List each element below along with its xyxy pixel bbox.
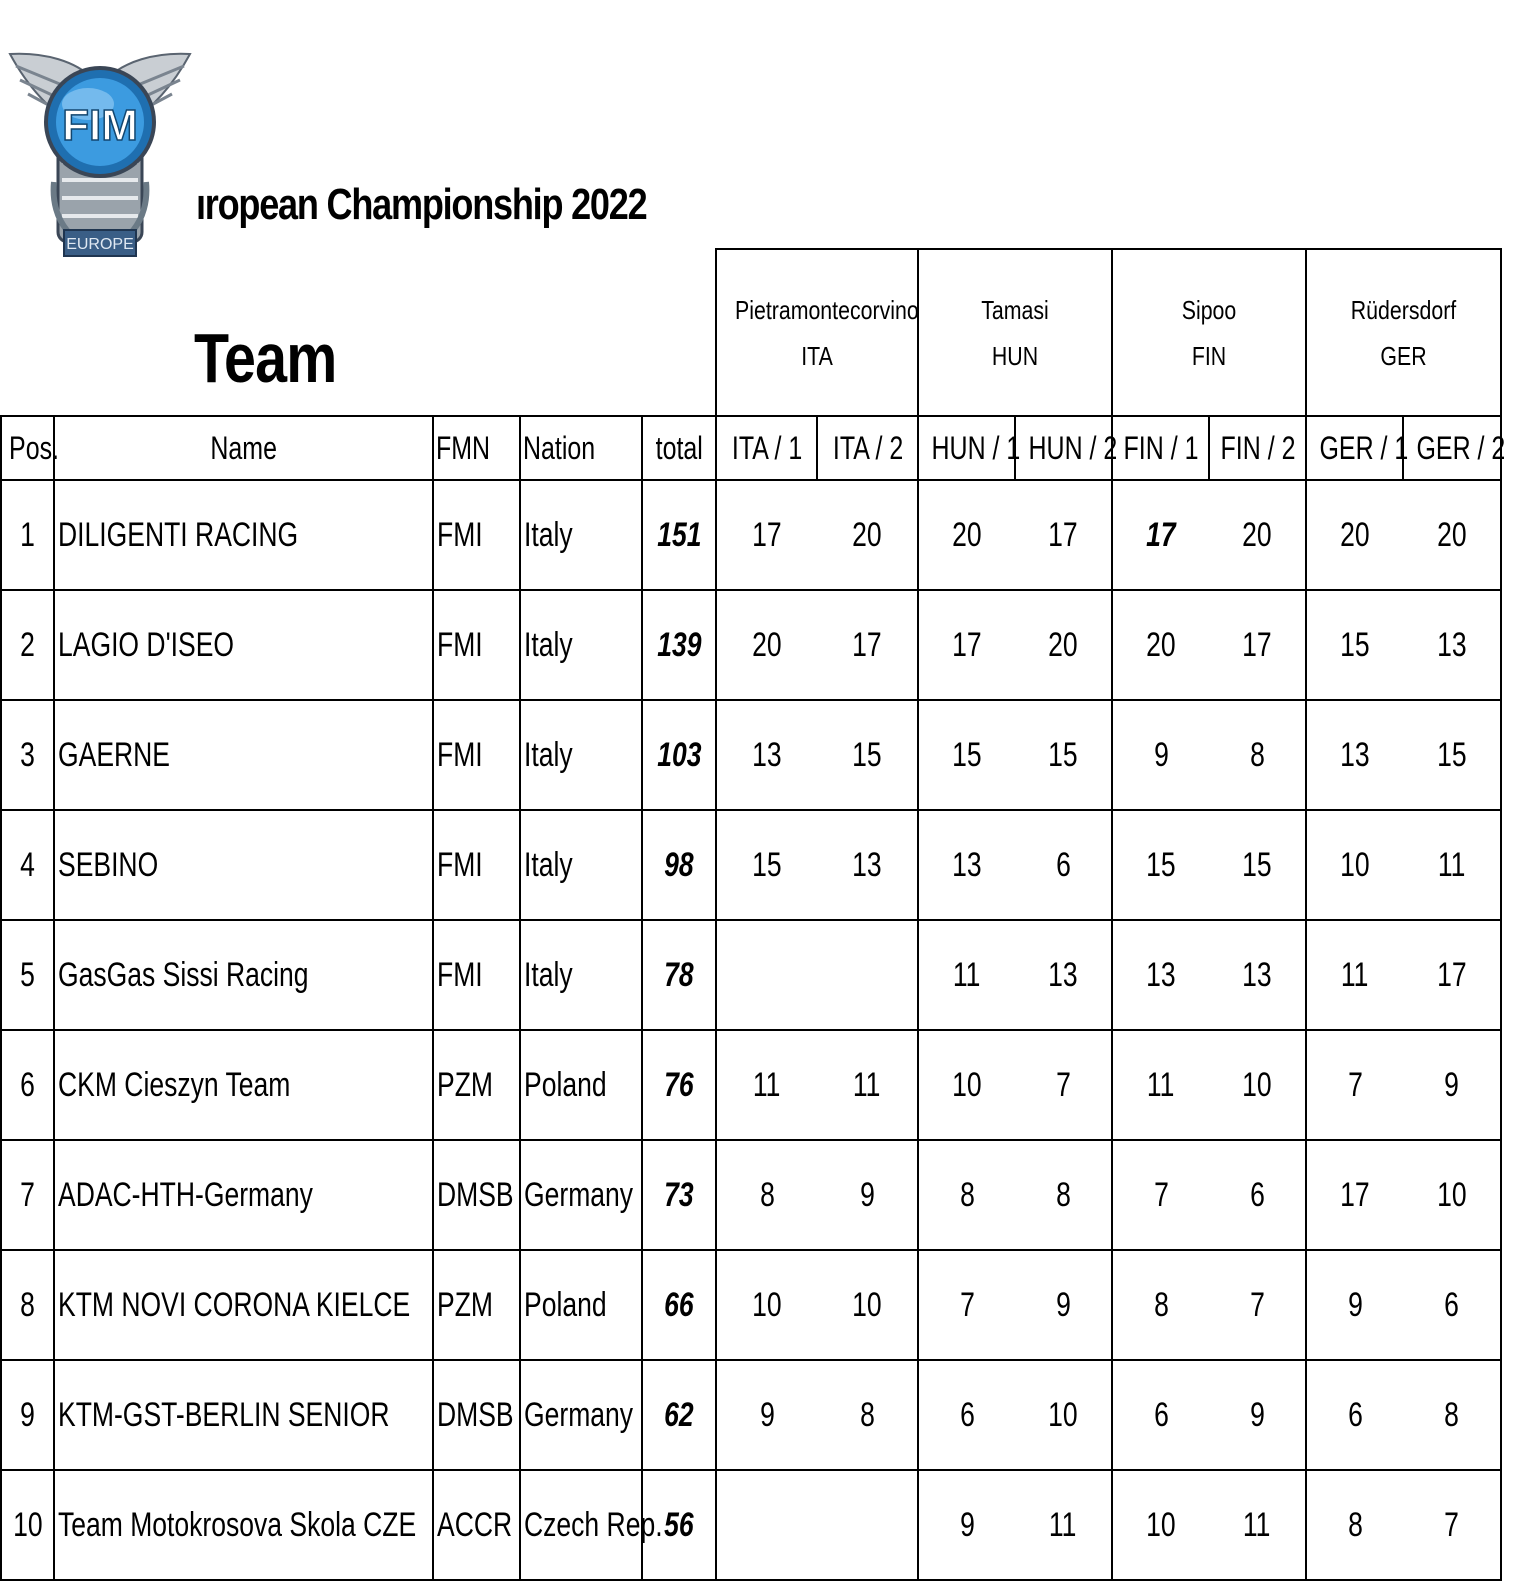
fmn-cell: PZM: [433, 1250, 520, 1360]
race-points-cell: [716, 920, 817, 1030]
team-name-cell: LAGIO D'ISEO: [54, 590, 433, 700]
col-header-race: FIN / 1: [1112, 416, 1209, 480]
race-points-cell: 11: [1209, 1470, 1306, 1580]
section-title: Team: [194, 319, 337, 397]
race-points-cell: 9: [1209, 1360, 1306, 1470]
nation-cell: Poland: [520, 1250, 642, 1360]
table-row: [1, 590, 1501, 700]
team-name-cell: Team Motokrosova Skola CZE: [54, 1470, 433, 1580]
fmn-cell: ACCR: [433, 1470, 520, 1580]
nation-cell: Italy: [520, 810, 642, 920]
col-header-race: HUN / 1: [918, 416, 1015, 480]
race-points-cell: 15: [716, 810, 817, 920]
race-points-cell: [817, 1470, 918, 1580]
fmn-cell: FMI: [433, 590, 520, 700]
race-points-cell: 20: [716, 590, 817, 700]
race-points-cell: 10: [1015, 1360, 1112, 1470]
race-points-cell: 8: [817, 1360, 918, 1470]
race-points-cell: [817, 920, 918, 1030]
race-points-cell: 17: [1209, 590, 1306, 700]
venue-hun: Tamasi HUN: [918, 249, 1112, 416]
col-header-race: ITA / 1: [716, 416, 817, 480]
col-header-race: HUN / 2: [1015, 416, 1112, 480]
venue-fin: Sipoo FIN: [1112, 249, 1306, 416]
race-points-cell: 8: [1209, 700, 1306, 810]
venue-ger: Rüdersdorf GER: [1306, 249, 1501, 416]
race-points-cell: 20: [1112, 590, 1209, 700]
race-points-cell: 10: [1112, 1470, 1209, 1580]
fmn-cell: FMI: [433, 700, 520, 810]
race-points-cell: 15: [1112, 810, 1209, 920]
pos-cell: 5: [1, 920, 54, 1030]
race-points-cell: 13: [918, 810, 1015, 920]
pos-cell: 9: [1, 1360, 54, 1470]
race-points-cell: 9: [1015, 1250, 1112, 1360]
race-points-cell: 13: [1015, 920, 1112, 1030]
team-name-cell: KTM-GST-BERLIN SENIOR: [54, 1360, 433, 1470]
col-header-race: FIN / 2: [1209, 416, 1306, 480]
nation-cell: Italy: [520, 920, 642, 1030]
col-header-total: total: [642, 416, 716, 480]
race-points-cell: 20: [918, 480, 1015, 590]
svg-text:EUROPE: EUROPE: [66, 236, 134, 253]
race-points-cell: 7: [1403, 1470, 1501, 1580]
race-points-cell: 8: [918, 1140, 1015, 1250]
race-points-cell: 10: [1209, 1030, 1306, 1140]
col-header-name: Name: [54, 416, 433, 480]
table-row: [1, 1250, 1501, 1360]
race-points-cell: 15: [1015, 700, 1112, 810]
nation-cell: Italy: [520, 480, 642, 590]
race-points-cell: 8: [1112, 1250, 1209, 1360]
race-points-cell: 15: [817, 700, 918, 810]
fmn-cell: DMSB: [433, 1360, 520, 1470]
total-cell: 62: [642, 1360, 716, 1470]
table-row: [1, 810, 1501, 920]
fmn-cell: PZM: [433, 1030, 520, 1140]
race-points-cell: 8: [1306, 1470, 1403, 1580]
race-points-cell: 15: [1403, 700, 1501, 810]
standings-table: [0, 248, 1506, 1581]
nation-cell: Italy: [520, 700, 642, 810]
race-points-cell: 11: [1015, 1470, 1112, 1580]
table-row: [1, 920, 1501, 1030]
total-cell: 56: [642, 1470, 716, 1580]
team-name-cell: SEBINO: [54, 810, 433, 920]
table-row: [1, 1140, 1501, 1250]
race-points-cell: 6: [1112, 1360, 1209, 1470]
col-header-pos: Pos.: [1, 416, 54, 480]
race-points-cell: 13: [1403, 590, 1501, 700]
race-points-cell: 17: [1112, 480, 1209, 590]
race-points-cell: 20: [817, 480, 918, 590]
race-points-cell: 15: [1209, 810, 1306, 920]
pos-cell: 2: [1, 590, 54, 700]
nation-cell: Germany: [520, 1360, 642, 1470]
col-header-race: ITA / 2: [817, 416, 918, 480]
pos-cell: 10: [1, 1470, 54, 1580]
pos-cell: 3: [1, 700, 54, 810]
race-points-cell: 13: [716, 700, 817, 810]
team-name-cell: ADAC-HTH-Germany: [54, 1140, 433, 1250]
total-cell: 76: [642, 1030, 716, 1140]
table-row: [1, 480, 1501, 590]
race-points-cell: 7: [1209, 1250, 1306, 1360]
race-points-cell: 17: [918, 590, 1015, 700]
race-points-cell: 9: [1306, 1250, 1403, 1360]
race-points-cell: 7: [1112, 1140, 1209, 1250]
pos-cell: 6: [1, 1030, 54, 1140]
race-points-cell: 11: [1112, 1030, 1209, 1140]
table-row: [1, 1030, 1501, 1140]
race-points-cell: 8: [1015, 1140, 1112, 1250]
table-row: [1, 1470, 1501, 1580]
column-header-row: [1, 416, 1501, 480]
total-cell: 78: [642, 920, 716, 1030]
page-title: ıropean Championship 2022: [196, 180, 647, 229]
nation-cell: Germany: [520, 1140, 642, 1250]
race-points-cell: 13: [1306, 700, 1403, 810]
race-points-cell: 10: [1403, 1140, 1501, 1250]
race-points-cell: 11: [1403, 810, 1501, 920]
race-points-cell: 6: [1306, 1360, 1403, 1470]
total-cell: 66: [642, 1250, 716, 1360]
race-points-cell: 15: [918, 700, 1015, 810]
fim-europe-logo: [6, 22, 194, 272]
svg-text:FIM: FIM: [62, 101, 138, 150]
race-points-cell: 11: [1306, 920, 1403, 1030]
race-points-cell: [716, 1470, 817, 1580]
race-points-cell: 9: [918, 1470, 1015, 1580]
pos-cell: 1: [1, 480, 54, 590]
race-points-cell: 9: [1403, 1030, 1501, 1140]
team-name-cell: CKM Cieszyn Team: [54, 1030, 433, 1140]
race-points-cell: 9: [817, 1140, 918, 1250]
race-points-cell: 20: [1306, 480, 1403, 590]
race-points-cell: 8: [716, 1140, 817, 1250]
race-points-cell: 9: [1112, 700, 1209, 810]
venue-header-row: [1, 249, 1501, 416]
team-name-cell: GasGas Sissi Racing: [54, 920, 433, 1030]
race-points-cell: 11: [918, 920, 1015, 1030]
nation-cell: Poland: [520, 1030, 642, 1140]
race-points-cell: 6: [1209, 1140, 1306, 1250]
fmn-cell: FMI: [433, 480, 520, 590]
race-points-cell: 17: [1403, 920, 1501, 1030]
race-points-cell: 15: [1306, 590, 1403, 700]
race-points-cell: 7: [1306, 1030, 1403, 1140]
total-cell: 151: [642, 480, 716, 590]
race-points-cell: 13: [1209, 920, 1306, 1030]
pos-cell: 4: [1, 810, 54, 920]
total-cell: 98: [642, 810, 716, 920]
race-points-cell: 10: [1306, 810, 1403, 920]
total-cell: 73: [642, 1140, 716, 1250]
total-cell: 103: [642, 700, 716, 810]
fmn-cell: DMSB: [433, 1140, 520, 1250]
race-points-cell: 6: [918, 1360, 1015, 1470]
race-points-cell: 20: [1403, 480, 1501, 590]
race-points-cell: 6: [1403, 1250, 1501, 1360]
pos-cell: 8: [1, 1250, 54, 1360]
race-points-cell: 10: [918, 1030, 1015, 1140]
col-header-race: GER / 2: [1403, 416, 1501, 480]
race-points-cell: 7: [918, 1250, 1015, 1360]
race-points-cell: 17: [1015, 480, 1112, 590]
race-points-cell: 17: [716, 480, 817, 590]
fmn-cell: FMI: [433, 920, 520, 1030]
venue-ita: Pietramontecorvino ITA: [716, 249, 918, 416]
table-row: [1, 700, 1501, 810]
race-points-cell: 11: [716, 1030, 817, 1140]
race-points-cell: 17: [817, 590, 918, 700]
race-points-cell: 20: [1015, 590, 1112, 700]
race-points-cell: 13: [1112, 920, 1209, 1030]
race-points-cell: 7: [1015, 1030, 1112, 1140]
race-points-cell: 6: [1015, 810, 1112, 920]
race-points-cell: 10: [716, 1250, 817, 1360]
nation-cell: Italy: [520, 590, 642, 700]
race-points-cell: 11: [817, 1030, 918, 1140]
col-header-race: GER / 1: [1306, 416, 1403, 480]
race-points-cell: 17: [1306, 1140, 1403, 1250]
team-name-cell: GAERNE: [54, 700, 433, 810]
table-row: [1, 1360, 1501, 1470]
col-header-fmn: FMN: [433, 416, 520, 480]
team-name-cell: DILIGENTI RACING: [54, 480, 433, 590]
race-points-cell: 20: [1209, 480, 1306, 590]
race-points-cell: 10: [817, 1250, 918, 1360]
nation-cell: Czech Rep.: [520, 1470, 642, 1580]
race-points-cell: 9: [716, 1360, 817, 1470]
race-points-cell: 8: [1403, 1360, 1501, 1470]
race-points-cell: 13: [817, 810, 918, 920]
total-cell: 139: [642, 590, 716, 700]
col-header-nation: Nation: [520, 416, 642, 480]
fmn-cell: FMI: [433, 810, 520, 920]
pos-cell: 7: [1, 1140, 54, 1250]
team-name-cell: KTM NOVI CORONA KIELCE: [54, 1250, 433, 1360]
